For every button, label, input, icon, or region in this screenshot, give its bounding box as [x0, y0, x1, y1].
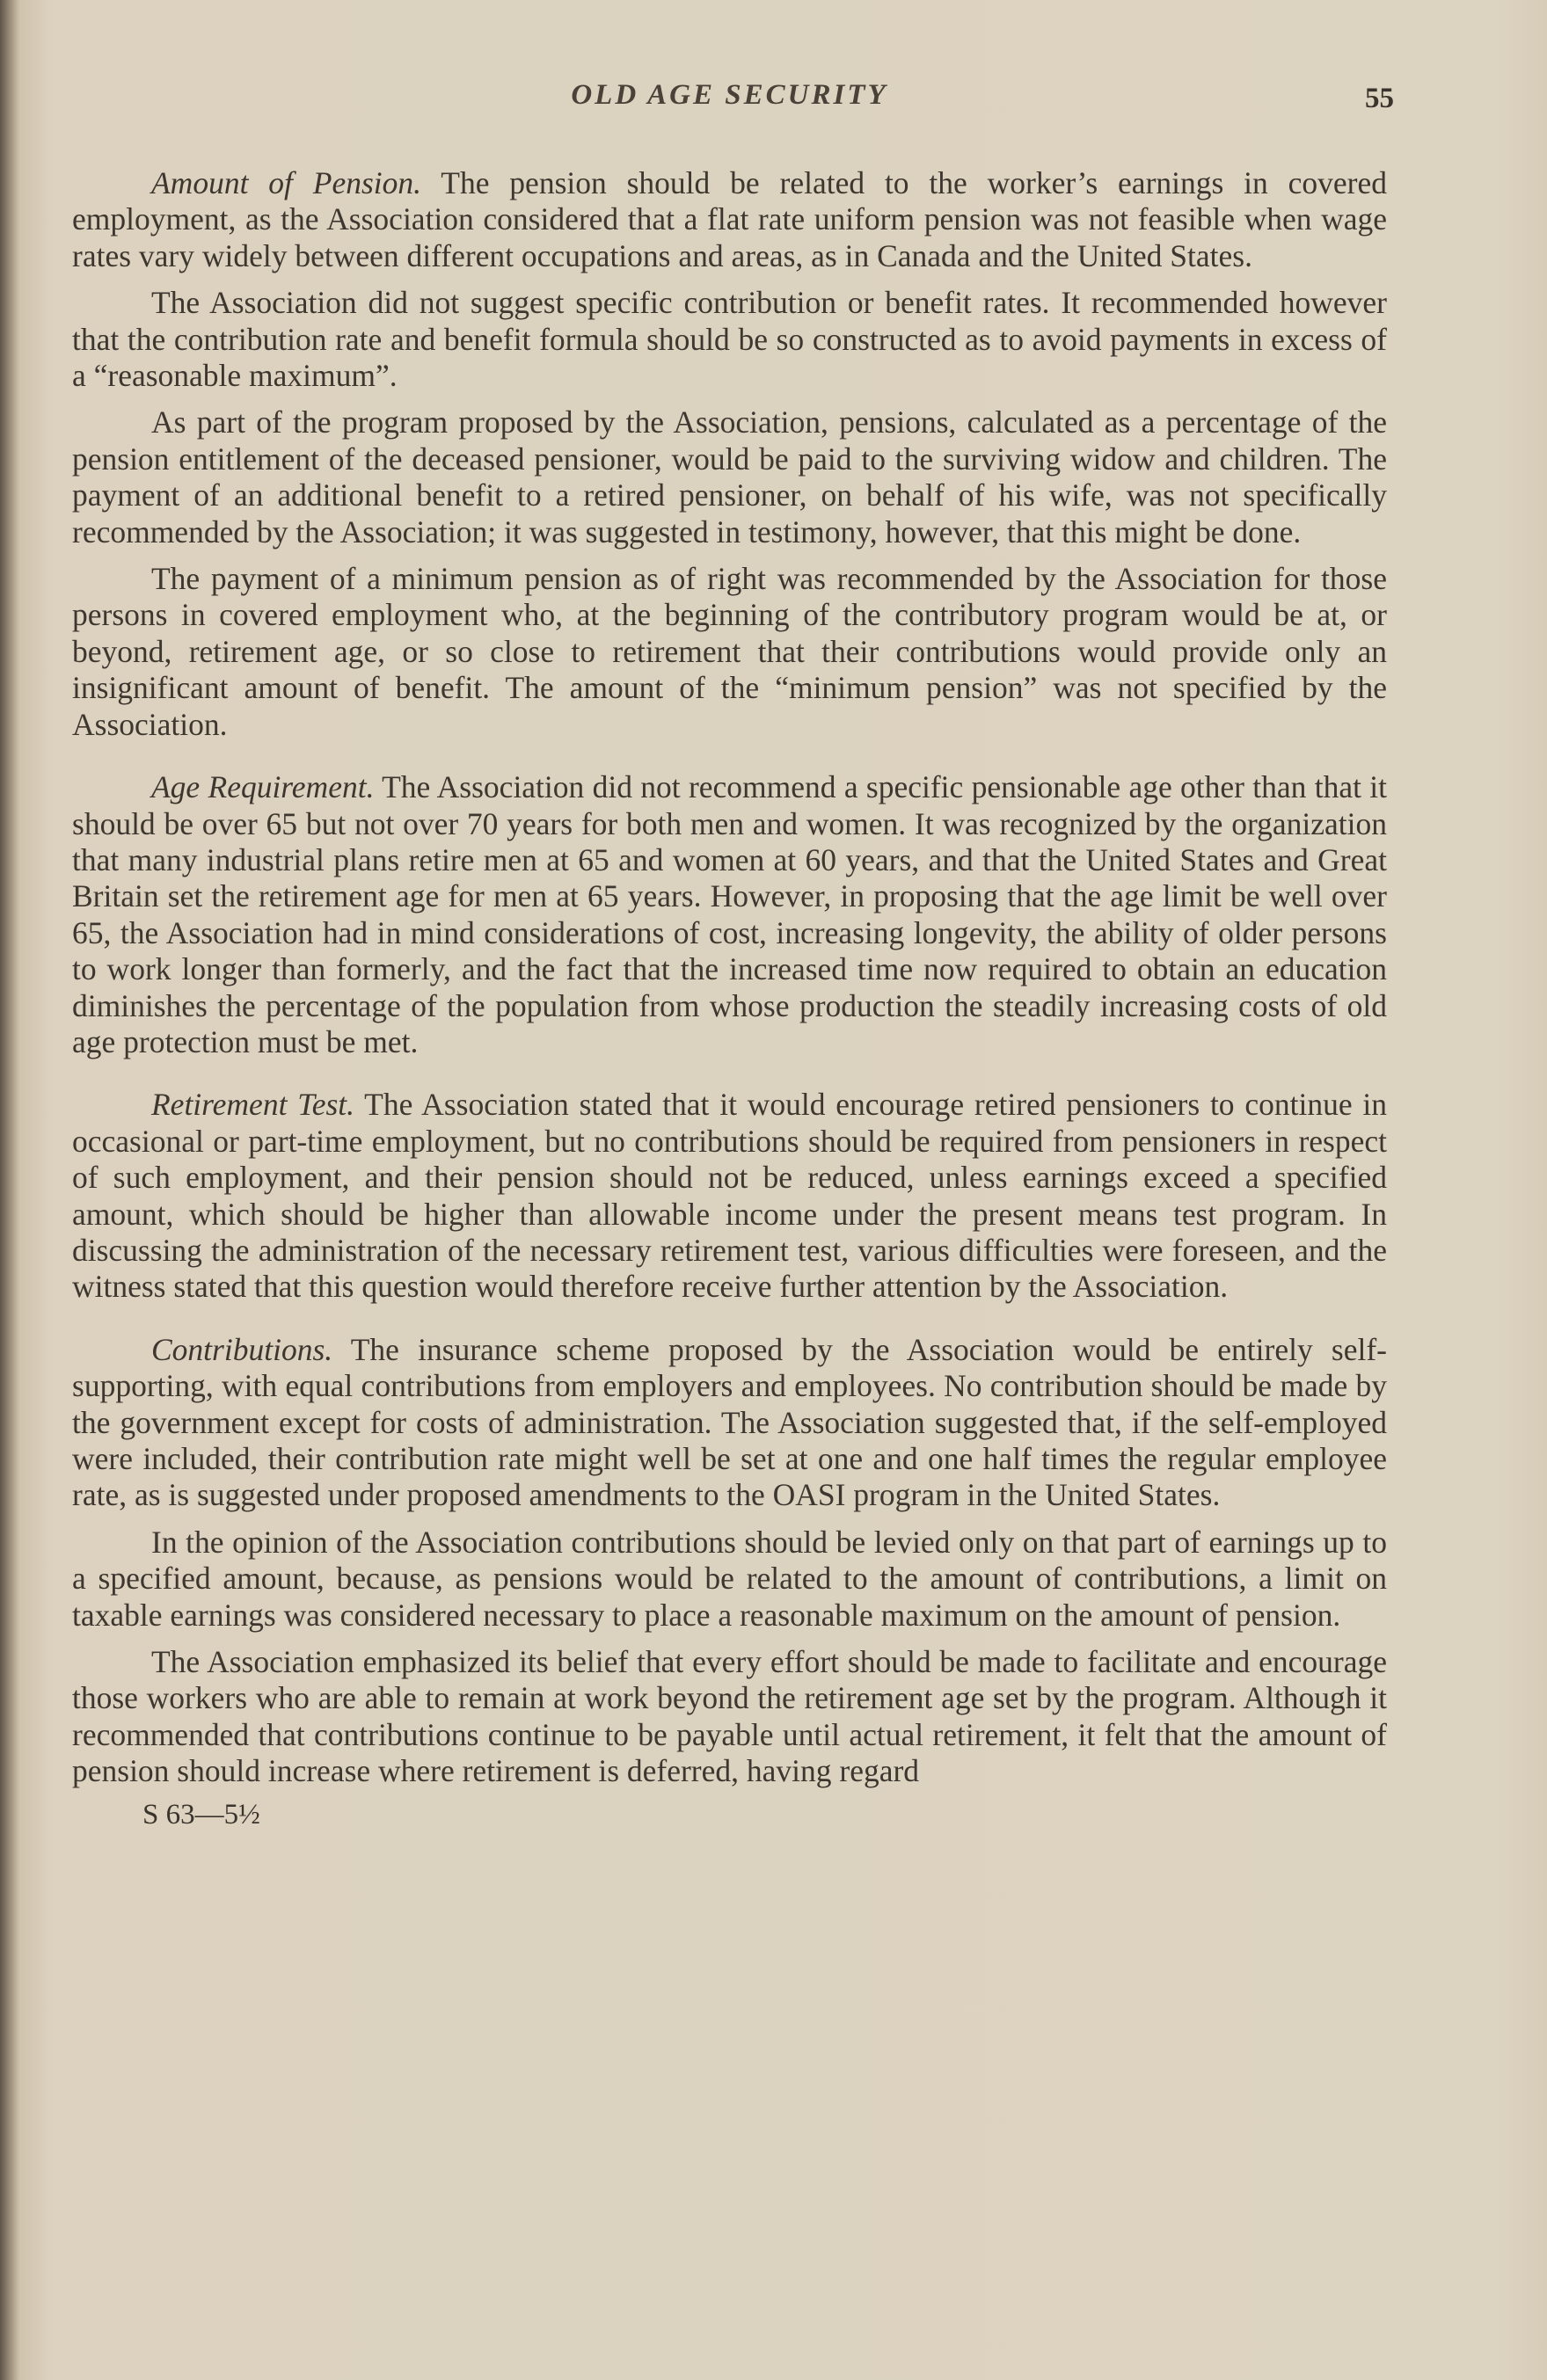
paragraph-text: The Association did not recommend a specific pensionable age other than that it should be over 65 but not over 70 years for both men and women. It was recognized by the organization that many industrial plans retire men at 65 and women at 60 years, and that the United States and Great Britain set the retirement age for men at 65 years. However, in proposing that the age limit be well over 65, the Association had in mind considerations of cost, increasing longevity, the ability of older persons to work longer than formerly, and the fact that the increased time now required to obtain an education diminishes the percentage of the population from whose production the steadily increasing costs of old age protection must be met.	[72, 769, 1387, 1059]
running-title: OLD AGE SECURITY	[571, 79, 888, 111]
paragraph-survivor-pensions	[72, 404, 1387, 550]
paragraph-deferred-retirement	[72, 1644, 1387, 1790]
page-number: 55	[1365, 83, 1394, 114]
paragraph-text: The insurance scheme proposed by the Association would be entirely self-supporting, with equal contributions from employers and employees. No contribution should be made by the government except for costs of administration. The Association suggested that, if the self-employed were included, their contribution rate might well be set at one and one half times the regular employee rate, as is suggested under proposed amendments to the OASI program in the United States.	[72, 1331, 1387, 1513]
paragraph-text: The Association emphasized its belief that every effort should be made to facilitate and encourage those workers who are able to remain at work beyond the retirement age set by the program. Although it recommended that contributions continue to be payable until actual retirement, it felt that the amount of pension should increase where retirement is deferred, having regard	[72, 1644, 1387, 1789]
document-page	[72, 67, 1394, 1831]
paragraph-amount-of-pension	[72, 165, 1387, 274]
paragraph-text: The payment of a minimum pension as of right was recommended by the Association for those persons in covered employment who, at the beginning of the contributory program would be at, or beyond, retirement age, or so close to retirement that their contributions would provide only an insignificant amount of benefit. The amount of the “minimum pension” was not specified by the Association.	[72, 561, 1387, 742]
section-heading-retirement-test: Retirement Test.	[151, 1087, 355, 1123]
printer-signature-mark: S 63—5½	[142, 1798, 260, 1830]
paragraph-earnings-limit	[72, 1525, 1387, 1634]
paragraph-contributions	[72, 1332, 1387, 1514]
paragraph-retirement-test	[72, 1087, 1387, 1305]
paragraph-age-requirement	[72, 769, 1387, 1060]
paragraph-text: The Association did not suggest specific contribution or benefit rates. It recommended however that the contribution rate and benefit formula should be so constructed as to avoid payments in excess of a “reasonable maximum”.	[72, 285, 1387, 394]
paragraph-text: The Association stated that it would encourage retired pensioners to continue in occasional or part-time employment, but no contributions should be required from pensioners in respect of such employment, and their pension should not be reduced, unless earnings exceed a specified amount, which should be higher than allowable income under the present means test program. In discussing the administration of the necessary retirement test, various difficulties were foreseen, and the witness stated that this question would therefore receive further attention by the Association.	[72, 1087, 1387, 1305]
section-heading-amount-of-pension: Amount of Pension.	[151, 165, 422, 200]
paragraph-minimum-pension	[72, 561, 1387, 743]
running-header	[72, 67, 1394, 120]
section-heading-age-requirement: Age Requirement.	[151, 769, 375, 805]
paragraph-text: In the opinion of the Association contributions should be levied only on that part of earnings up to a specified amount, because, as pensions would be related to the amount of contributions, a limit on taxable earnings was considered necessary to place a reasonable maximum on the amount of pension.	[72, 1524, 1387, 1633]
section-heading-contributions: Contributions.	[151, 1331, 333, 1367]
paragraph-text: The pension should be related to the worker’s earnings in covered employment, as the Association considered that a flat rate uniform pension was not feasible when wage rates vary widely between different occupations and areas, as in Canada and the United States.	[72, 165, 1387, 273]
paragraph-contribution-rates	[72, 285, 1387, 394]
paragraph-text: As part of the program proposed by the Association, pensions, calculated as a percentage of the pension entitlement of the deceased pensioner, would be paid to the surviving widow and children. The payment of an additional benefit to a retired pensioner, on behalf of his wife, was not specifically recommended by the Association; it was suggested in testimony, however, that this might be done.	[72, 404, 1387, 550]
